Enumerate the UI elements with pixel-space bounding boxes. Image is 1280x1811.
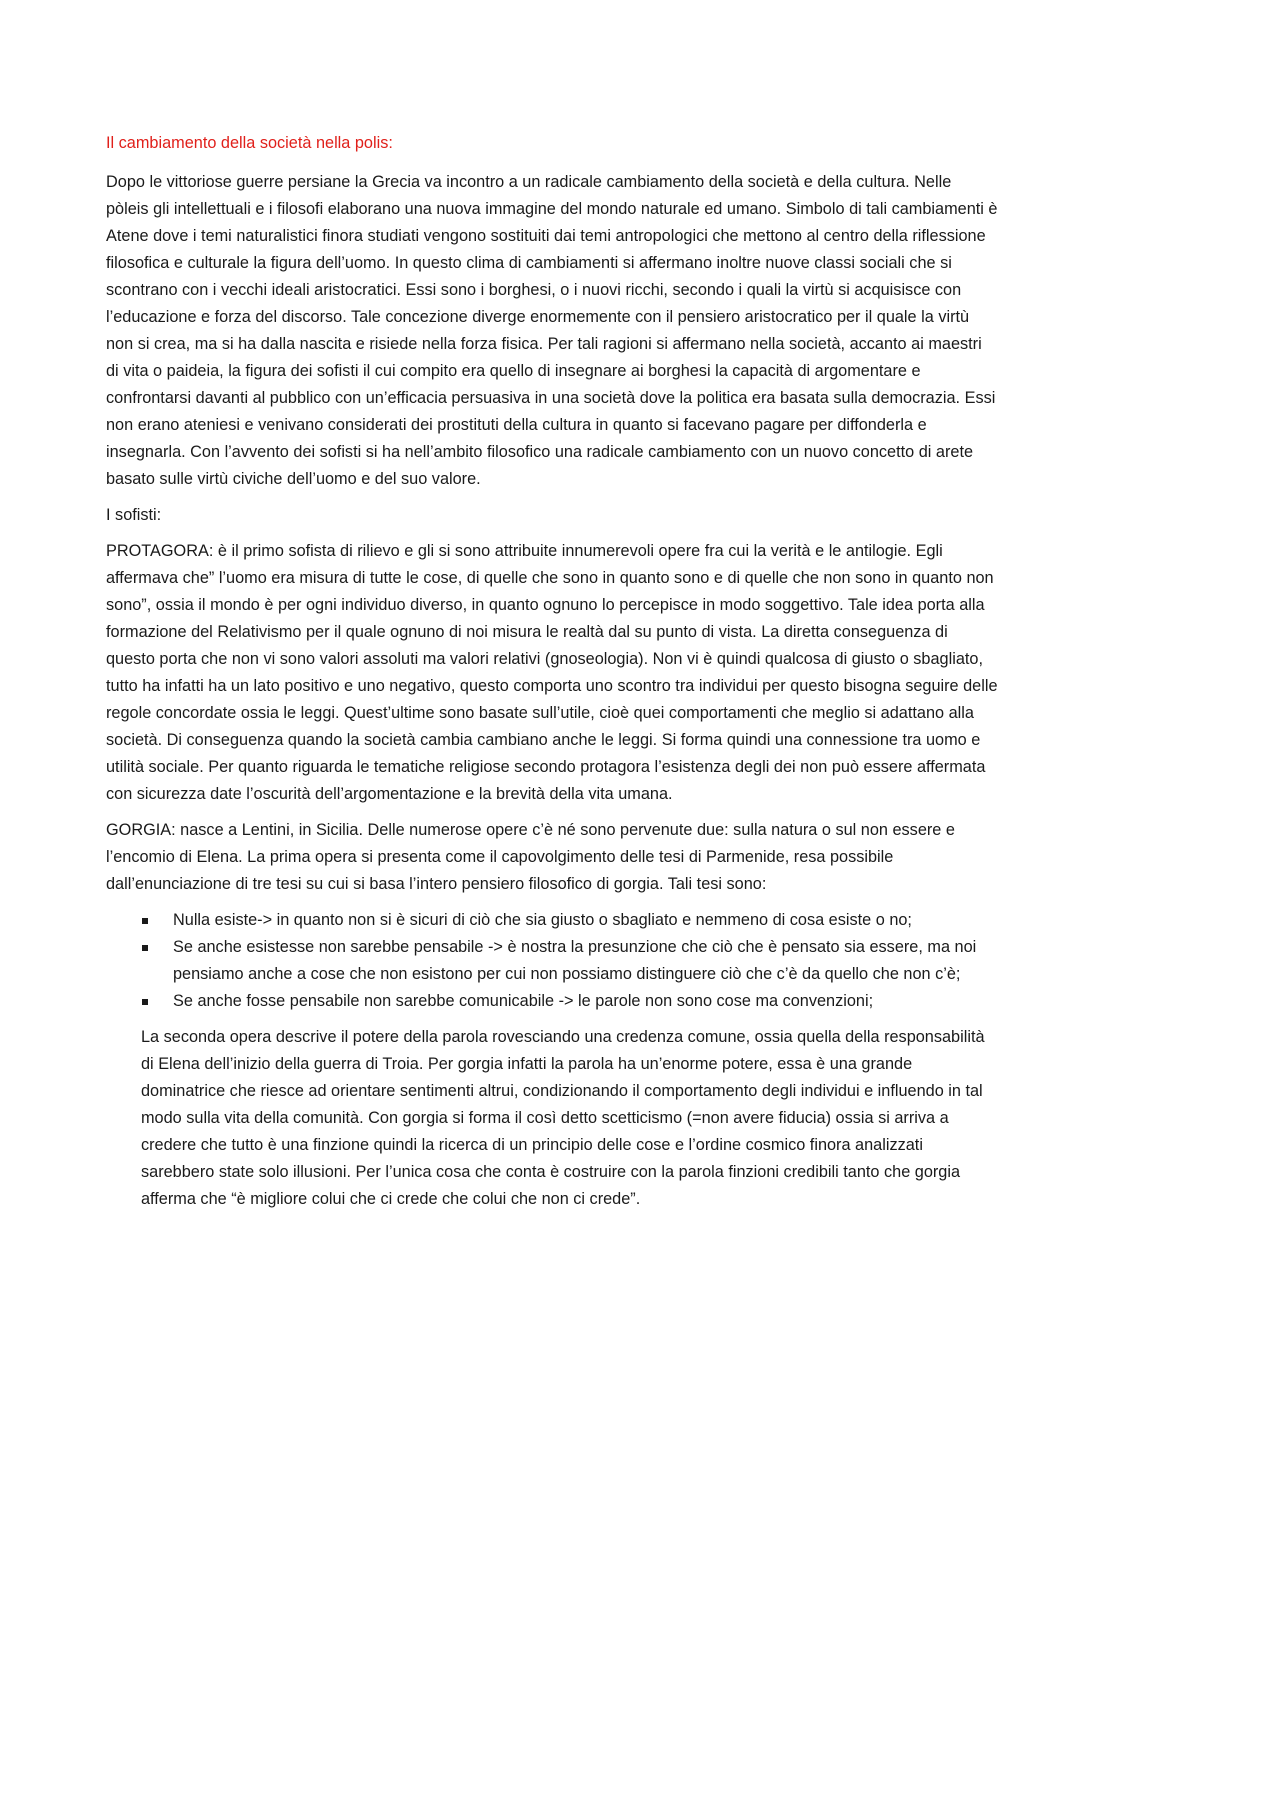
thesis-list-item: Nulla esiste-> in quanto non si è sicuri di ciò che sia giusto o sbagliato e nemmeno di cosa esiste o no;: [106, 907, 998, 934]
document-body: [106, 130, 998, 1222]
thesis-list-item: Se anche fosse pensabile non sarebbe comunicabile -> le parole non sono cose ma convenzioni;: [106, 988, 998, 1015]
document-title: Il cambiamento della società nella polis:: [106, 134, 393, 152]
thesis-list-item: Se anche esistesse non sarebbe pensabile -> è nostra la presunzione che ciò che è pensato sia essere, ma noi pensiamo anche a cose che non esistono per cui non possiamo distinguere ciò che c’è da quello che non c’è;: [106, 934, 998, 988]
protagora-paragraph: PROTAGORA: è il primo sofista di rilievo e gli si sono attribuite innumerevoli opere fra cui la verità e le antilogie. Egli affermava che” l’uomo era misura di tutte le cose, di quelle che sono in quanto sono e di quelle che non sono in quanto non sono”, ossia il mondo è per ogni individuo diverso, in quanto ognuno lo percepisce in modo soggettivo. Tale idea porta alla formazione del Relativismo per il quale ognuno di noi misura le realtà dal su punto di vista. La diretta conseguenza di questo porta che non vi sono valori assoluti ma valori relativi (gnoseologia). Non vi è quindi qualcosa di giusto o sbagliato, tutto ha infatti ha un lato positivo e uno negativo, questo comporta uno scontro tra individui per questo bisogna seguire delle regole concordate ossia le leggi. Quest’ultime sono basate sull’utile, cioè quei comportamenti che meglio si adattano alla società. Di conseguenza quando la società cambia cambiano anche le leggi. Si forma quindi una connessione tra uomo e utilità sociale. Per quanto riguarda le tematiche religiose secondo protagora l’esistenza degli dei non può essere affermata con sicurezza date l’oscurità dell’argomentazione e la brevità della vita umana.: [106, 542, 998, 803]
second-work-paragraph: La seconda opera descrive il potere della parola rovesciando una credenza comune, ossia quella della responsabilità di Elena dell’inizio della guerra di Troia. Per gorgia infatti la parola ha un’enorme potere, essa è una grande dominatrice che riesce ad orientare sentimenti altrui, condizionando il comportamento degli individui e influendo in tal modo sulla vita della comunità. Con gorgia si forma il così detto scetticismo (=non avere fiducia) ossia si arriva a credere che tutto è una finzione quindi la ricerca di un principio delle cose e l’ordine cosmico finora analizzati sarebbero state solo illusioni. Per l’unica cosa che conta è costruire con la parola finzioni credibili tanto che gorgia afferma che “è migliore colui che ci crede che colui che non ci crede”.: [141, 1028, 985, 1208]
gorgia-paragraph: GORGIA: nasce a Lentini, in Sicilia. Delle numerose opere c’è né sono pervenute due: sulla natura o sul non essere e l’encomio di Elena. La prima opera si presenta come il capovolgimento delle tesi di Parmenide, resa possibile dall’enunciazione di tre tesi su cui si basa l’intero pensiero filosofico di gorgia. Tali tesi sono:: [106, 821, 955, 893]
intro-paragraph: Dopo le vittoriose guerre persiane la Grecia va incontro a un radicale cambiamento della società e della cultura. Nelle pòleis gli intellettuali e i filosofi elaborano una nuova immagine del mondo naturale ed umano. Simbolo di tali cambiamenti è Atene dove i temi naturalistici finora studiati vengono sostituiti dai temi antropologici che mettono al centro della riflessione filosofica e culturale la figura dell’uomo. In questo clima di cambiamenti si affermano inoltre nuove classi sociali che si scontrano con i vecchi ideali aristocratici. Essi sono i borghesi, o i nuovi ricchi, secondo i quali la virtù si acquisisce con l’educazione e forza del discorso. Tale concezione diverge enormemente con il pensiero aristocratico per il quale la virtù non si crea, ma si ha dalla nascita e risiede nella forza fisica. Per tali ragioni si affermano nella società, accanto ai maestri di vita o paideia, la figura dei sofisti il cui compito era quello di insegnare ai borghesi la capacità di argomentare e confrontarsi davanti al pubblico con un’efficacia persuasiva in una società dove la politica era basata sulla democrazia. Essi non erano ateniesi e venivano considerati dei prostituti della cultura in quanto si facevano pagare per diffonderla e insegnarla. Con l’avvento dei sofisti si ha nell’ambito filosofico una radicale cambiamento con un nuovo concetto di arete basato sulle virtù civiche dell’uomo e del suo valore.: [106, 173, 998, 488]
section-heading-sofisti: I sofisti:: [106, 506, 162, 524]
gorgia-theses-list: [106, 907, 998, 1015]
